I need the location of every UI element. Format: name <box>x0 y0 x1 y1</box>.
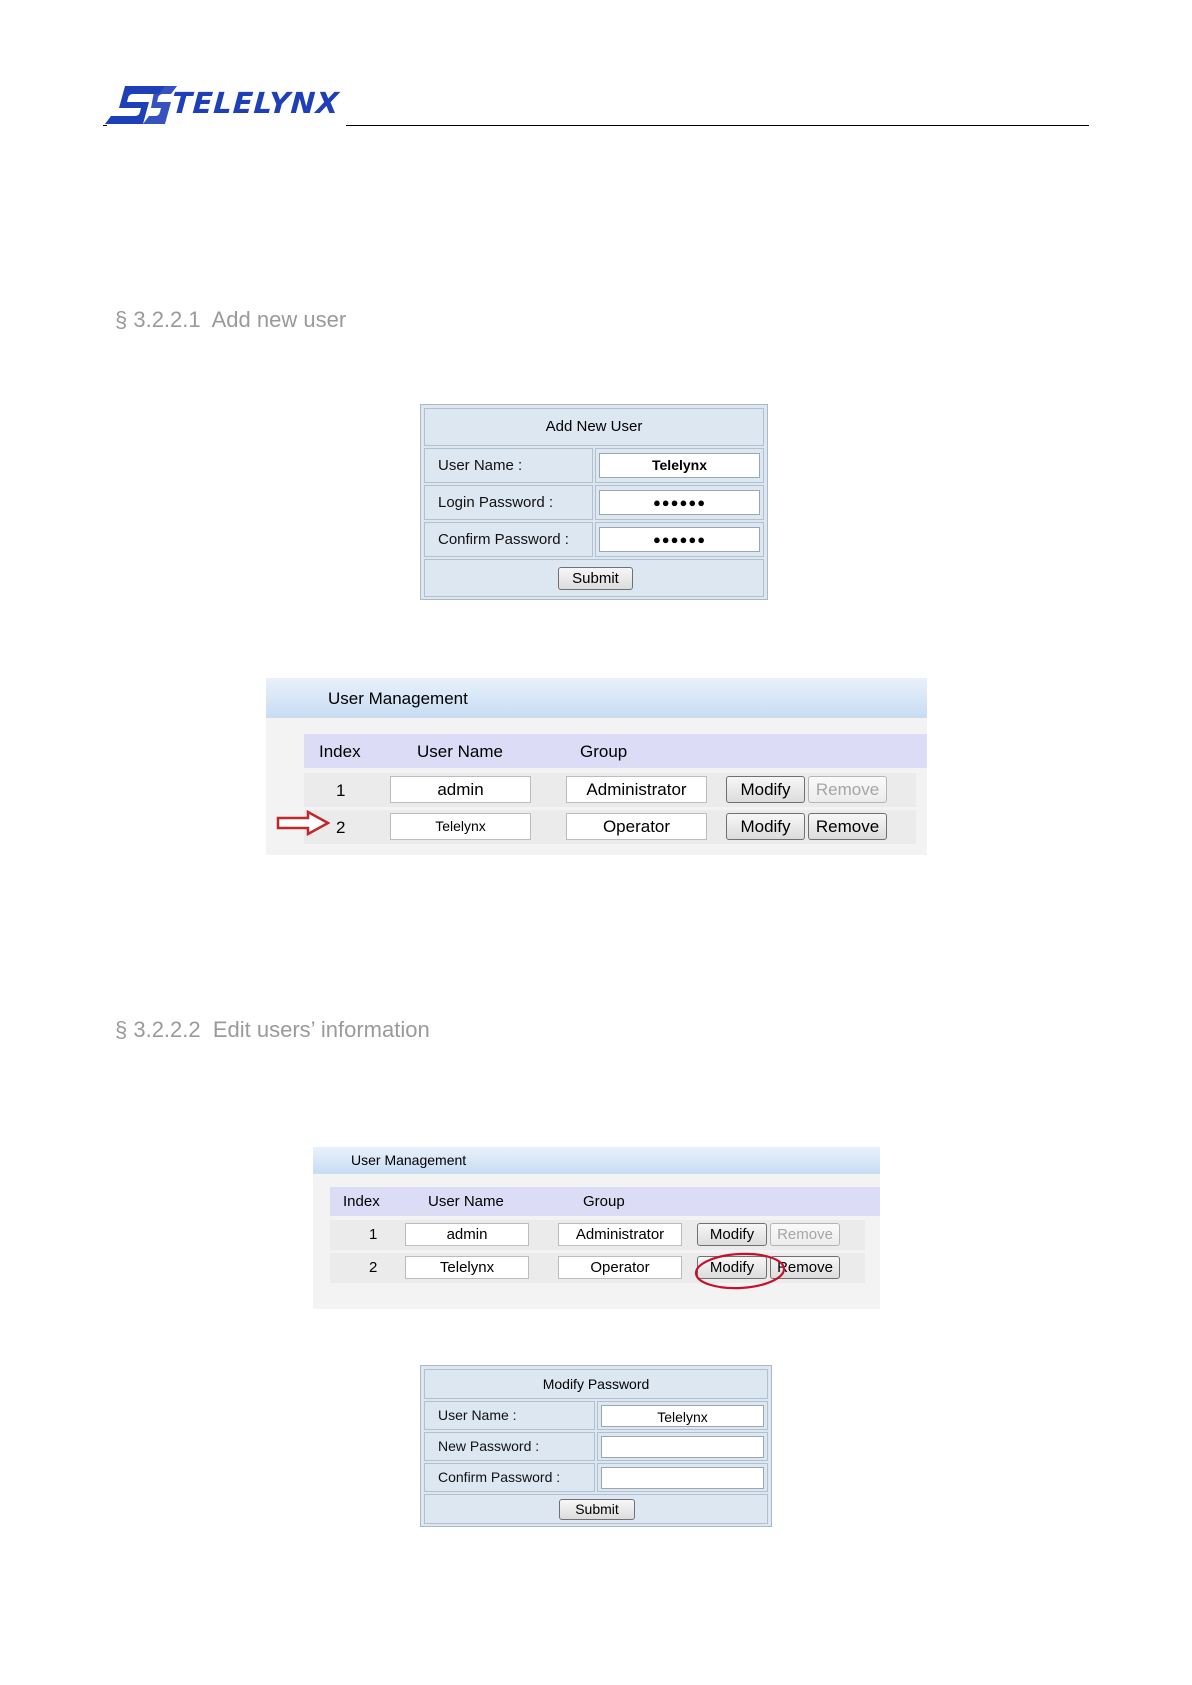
column-index: Index <box>319 742 361 761</box>
row-user-name: admin <box>390 776 531 803</box>
row-user-name: Telelynx <box>405 1256 529 1279</box>
value-cell <box>597 1463 768 1492</box>
label-cell <box>424 522 593 557</box>
brand-name: TELELYNX <box>170 86 341 120</box>
user-management-panel <box>266 678 927 855</box>
login-password-input[interactable]: ●●●●●● <box>599 490 760 515</box>
label-cell <box>424 485 593 520</box>
value-cell <box>595 485 764 520</box>
modify-button[interactable]: Modify <box>697 1223 767 1246</box>
submit-button[interactable]: Submit <box>558 567 633 590</box>
table-row <box>304 773 916 807</box>
row-index: 1 <box>369 1226 378 1243</box>
confirm-password-label: Confirm Password : <box>438 1469 561 1485</box>
red-arrow-icon <box>276 810 330 836</box>
confirm-password-label: Confirm Password : <box>438 531 569 548</box>
value-cell <box>595 522 764 557</box>
remove-button[interactable]: Remove <box>770 1256 840 1279</box>
login-password-label: Login Password : <box>438 494 554 511</box>
label-cell <box>424 1432 595 1461</box>
column-group: Group <box>583 1193 625 1210</box>
modify-button[interactable]: Modify <box>726 813 805 840</box>
form-title: Modify Password <box>542 1376 650 1392</box>
row-index: 2 <box>369 1259 378 1276</box>
modify-button[interactable]: Modify <box>697 1256 767 1279</box>
user-name-input[interactable]: Telelynx <box>601 1405 764 1427</box>
remove-button-disabled: Remove <box>770 1223 840 1246</box>
table-row <box>330 1220 865 1250</box>
column-index: Index <box>343 1193 380 1210</box>
confirm-password-input[interactable]: ●●●●●● <box>599 527 760 552</box>
header-rule <box>346 125 1089 126</box>
label-cell <box>424 448 593 483</box>
submit-cell <box>424 559 764 597</box>
highlight-circle-icon <box>693 1250 787 1292</box>
user-name-input[interactable]: Telelynx <box>599 453 760 478</box>
row-index: 1 <box>336 781 346 800</box>
table-row <box>304 810 916 844</box>
section-title-edit-users-information: § 3.2.2.2 Edit users’ information <box>115 1017 430 1042</box>
form-title: Add New User <box>545 418 643 435</box>
label-cell <box>424 1463 595 1492</box>
confirm-password-input[interactable] <box>601 1467 764 1489</box>
user-management-header <box>266 678 927 718</box>
submit-button[interactable]: Submit <box>559 1499 635 1520</box>
add-new-user-form <box>420 404 768 600</box>
user-name-label: User Name : <box>438 1407 517 1423</box>
row-group: Operator <box>566 813 707 840</box>
form-title-cell <box>424 1369 768 1399</box>
value-cell <box>595 448 764 483</box>
label-cell <box>424 1401 595 1430</box>
row-user-name: Telelynx <box>390 813 531 840</box>
column-group: Group <box>580 742 628 761</box>
new-password-label: New Password : <box>438 1438 540 1454</box>
new-password-input[interactable] <box>601 1436 764 1458</box>
user-management-panel-small <box>313 1147 880 1309</box>
value-cell <box>597 1401 768 1430</box>
column-user-name: User Name <box>417 742 503 761</box>
table-header <box>330 1187 880 1216</box>
modify-password-form <box>420 1365 772 1527</box>
submit-cell <box>424 1494 768 1524</box>
form-title-cell <box>424 408 764 446</box>
user-management-title: User Management <box>328 689 468 708</box>
row-group: Operator <box>558 1256 682 1279</box>
user-management-header <box>313 1147 880 1174</box>
user-name-label: User Name : <box>438 457 523 474</box>
row-index: 2 <box>336 818 346 837</box>
remove-button[interactable]: Remove <box>808 813 887 840</box>
remove-button-disabled: Remove <box>808 776 887 803</box>
column-user-name: User Name <box>428 1193 504 1210</box>
modify-button[interactable]: Modify <box>726 776 805 803</box>
row-group: Administrator <box>558 1223 682 1246</box>
table-header <box>304 734 927 768</box>
row-user-name: admin <box>405 1223 529 1246</box>
value-cell <box>597 1432 768 1461</box>
section-title-add-new-user: § 3.2.2.1 Add new user <box>115 307 347 332</box>
row-group: Administrator <box>566 776 707 803</box>
header-rule-tick <box>103 125 107 126</box>
user-management-title: User Management <box>351 1152 467 1168</box>
